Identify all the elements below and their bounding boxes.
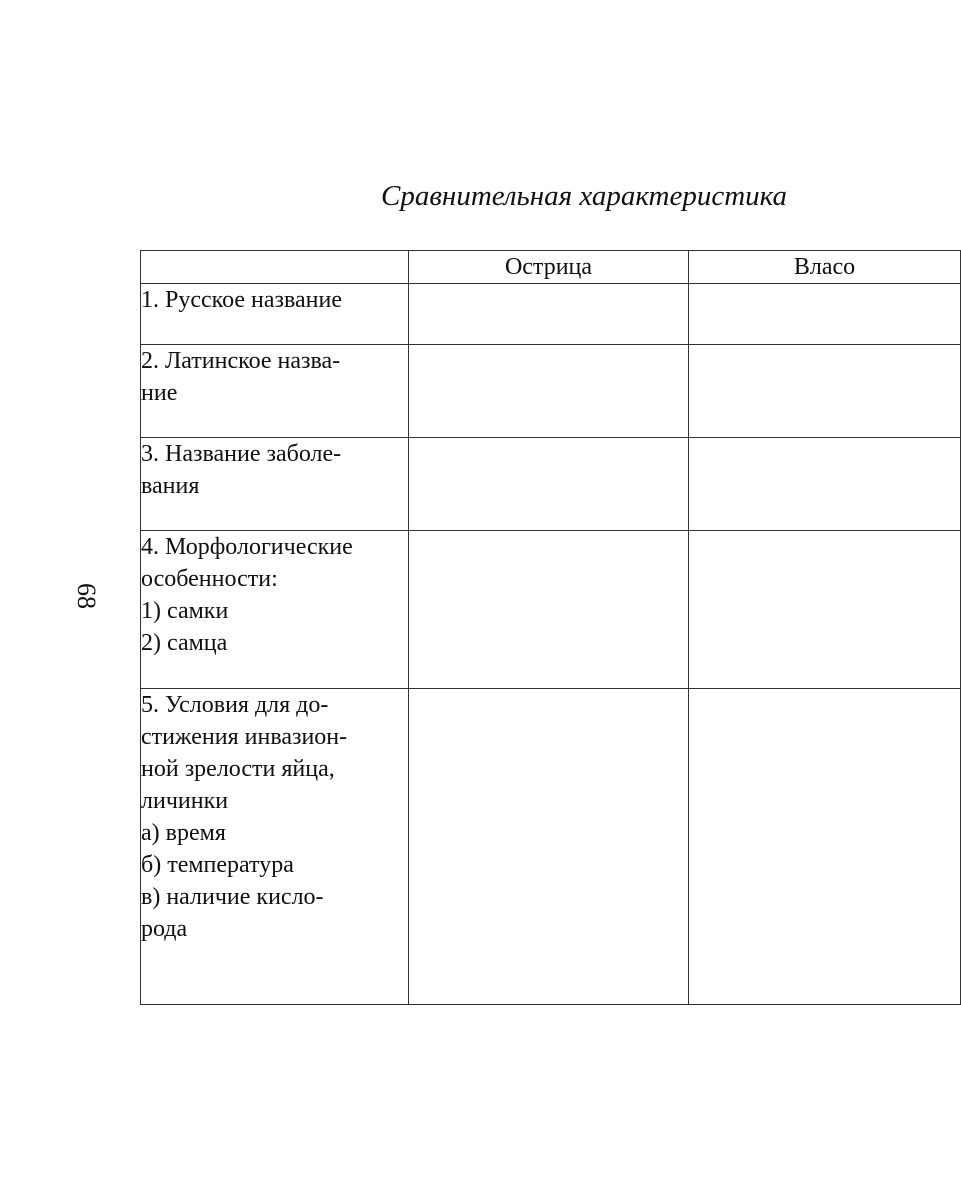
answer-cell-whipworm[interactable] xyxy=(689,689,961,1005)
row-label-disease-name: 3. Название заболе- вания xyxy=(141,438,409,531)
answer-cell-whipworm[interactable] xyxy=(689,438,961,531)
row-label-russian-name: 1. Русское название xyxy=(141,284,409,345)
comparison-table xyxy=(140,250,961,1005)
answer-cell-pinworm[interactable] xyxy=(409,345,689,438)
answer-cell-whipworm[interactable] xyxy=(689,284,961,345)
table-row xyxy=(141,345,961,438)
page-title: Сравнительная характеристика xyxy=(381,180,788,212)
header-cell-whipworm: Власо xyxy=(689,251,961,284)
answer-cell-pinworm[interactable] xyxy=(409,689,689,1005)
answer-cell-pinworm[interactable] xyxy=(409,531,689,689)
answer-cell-whipworm[interactable] xyxy=(689,345,961,438)
row-label-maturation-conditions: 5. Условия для до- стижения инвазион- ной зрелости яйца, личинки а) время б) температура в) наличие кисло- рода xyxy=(141,689,409,1005)
answer-cell-pinworm[interactable] xyxy=(409,438,689,531)
table-row xyxy=(141,689,961,1005)
answer-cell-pinworm[interactable] xyxy=(409,284,689,345)
table-row xyxy=(141,438,961,531)
answer-cell-whipworm[interactable] xyxy=(689,531,961,689)
header-cell-pinworm: Острица xyxy=(409,251,689,284)
table-header-row xyxy=(141,251,961,284)
comparison-table-container xyxy=(140,250,856,1021)
row-label-latin-name: 2. Латинское назва- ние xyxy=(141,345,409,438)
page-number: 68 xyxy=(72,583,101,609)
header-cell-criteria xyxy=(141,251,409,284)
table-row xyxy=(141,531,961,689)
table-row xyxy=(141,284,961,345)
row-label-morphology: 4. Морфологические особенности: 1) самки 2) самца xyxy=(141,531,409,689)
